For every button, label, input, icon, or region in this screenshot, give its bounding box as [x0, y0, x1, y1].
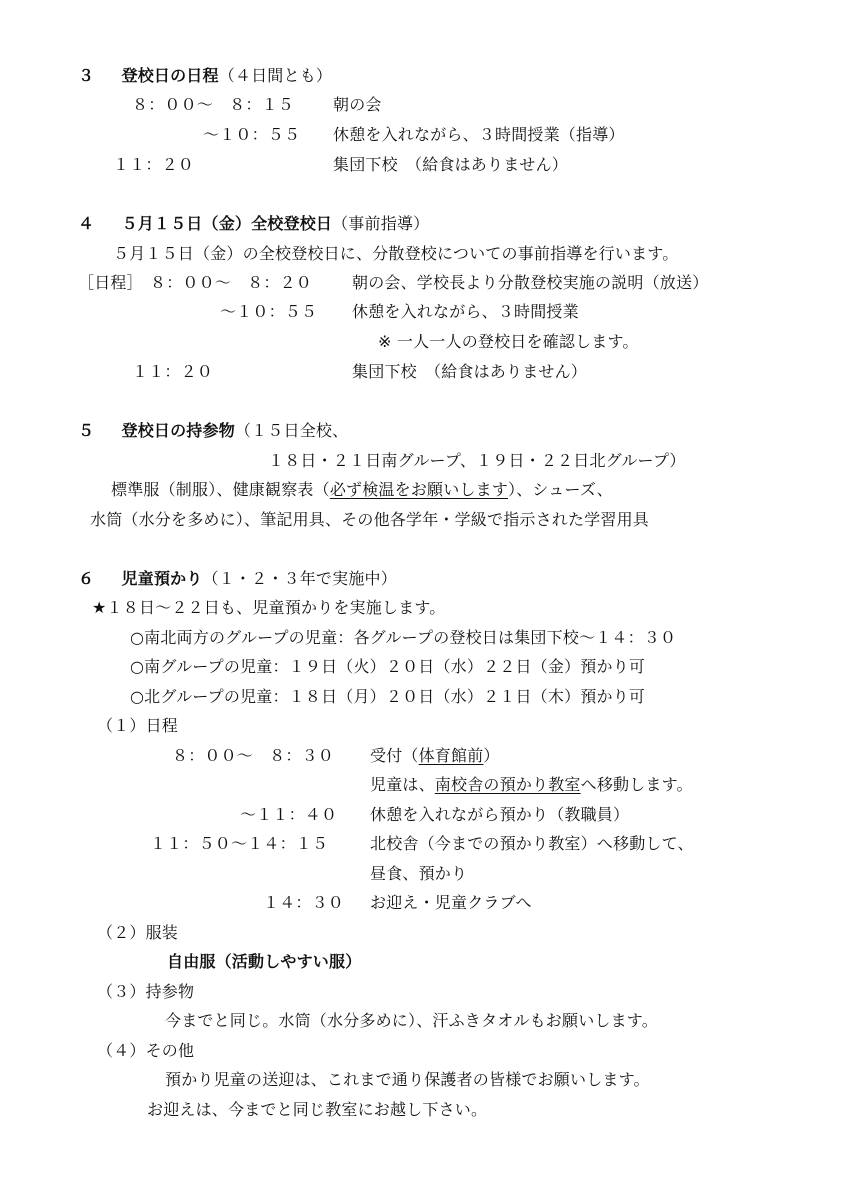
s6-group-both: ○南北両方のグループの児童：各グループの登校日は集団下校～１４：３０ [130, 628, 677, 647]
s5-items-1a: 標準服（制服）、健康観察表（ [111, 480, 330, 499]
s6-desc-2: 休憩を入れながら預かり（教職員） [370, 805, 630, 824]
s3-desc-2: 休憩を入れながら、３時間授業（指導） [333, 125, 625, 144]
s6-desc-1c-underlined: 南校舎の預かり教室 [434, 775, 581, 794]
section-3-heading [78, 66, 332, 86]
s6-desc-1c-post: へ移動します。 [580, 775, 693, 794]
s4-note-2: ※ 一人一人の登校日を確認します。 [378, 332, 639, 351]
s4-time-1: ８：００～ ８：２０ [150, 273, 313, 292]
s3-time-2: ～１０：５５ [203, 125, 301, 144]
s6-other-2: お迎えは、今までと同じ教室にお越し下さい。 [147, 1100, 488, 1119]
section-4-title: ５月１５日（金）全校登校日 [121, 214, 333, 233]
section-6-heading [78, 569, 397, 589]
s6-time-2: ～１１：４０ [240, 805, 338, 824]
s6-other-1: 預かり児童の送迎は、これまで通り保護者の皆様でお願いします。 [165, 1070, 650, 1089]
s6-time-4: １４：３０ [263, 893, 345, 912]
s5-items-1b: ）、シューズ、 [508, 480, 613, 499]
s4-time-2: ～１０：５５ [220, 302, 318, 321]
s6-clothes: 自由服（活動しやすい服） [167, 952, 362, 971]
s6-sub-items: （３）持参物 [97, 982, 195, 1001]
section-4-heading [78, 214, 429, 234]
s6-time-3: １１：５０～１４：１５ [150, 834, 329, 853]
s6-group-south: ○南グループの児童：１９日（火）２０日（水）２２日（金）預かり可 [130, 657, 646, 676]
s4-desc-2: 休憩を入れながら、３時間授業 [352, 302, 579, 321]
section-6-number: ６ [78, 569, 95, 588]
s4-desc-1: 朝の会、学校長より分散登校実施の説明（放送） [352, 273, 709, 292]
section-5-note-1: （１５日全校、 [234, 421, 349, 440]
s5-items-line-1 [111, 480, 613, 500]
s3-desc-1: 朝の会 [333, 95, 382, 114]
section-3-title: 登校日の日程 [121, 66, 219, 85]
s6-desc-4: お迎え・児童クラブへ [370, 893, 532, 912]
s6-sub-schedule: （１）日程 [97, 716, 179, 735]
section-3-note: （４日間とも） [218, 66, 333, 85]
s6-group-north: ○北グループの児童：１８日（月）２０日（水）２１日（木）預かり可 [130, 687, 646, 706]
s3-desc-3: 集団下校 （給食はありません） [333, 155, 569, 174]
s4-desc-3: 集団下校 （給食はありません） [352, 362, 588, 381]
s6-sub-clothes: （２）服装 [97, 923, 179, 942]
s6-time-1: ８：００～ ８：３０ [172, 746, 335, 765]
section-5-note-2: １８日・２１日南グループ、１９日・２２日北グループ） [268, 451, 686, 470]
s3-time-3: １１：２０ [113, 155, 195, 174]
section-4-number: ４ [78, 214, 95, 233]
s4-schedule-label: ［日程］ [78, 273, 143, 292]
section-6-note: （１・２・３年で実施中） [202, 569, 397, 588]
s6-desc-1b: ） [483, 746, 500, 765]
section-4-note: （事前指導） [332, 214, 430, 233]
section-3-number: ３ [78, 66, 95, 85]
s6-desc-1c [370, 775, 693, 795]
s6-items: 今までと同じ。水筒（水分多めに）、汗ふきタオルもお願いします。 [165, 1011, 658, 1030]
s3-time-1: ８：００～ ８：１５ [132, 95, 295, 114]
s6-star-line: ★１８日～２２日も、児童預かりを実施します。 [92, 598, 446, 617]
s6-desc-1c-pre: 児童は、 [370, 775, 435, 794]
s6-desc-3b: 昼食、預かり [370, 864, 468, 883]
s4-intro: ５月１５日（金）の全校登校日に、分散登校についての事前指導を行います。 [113, 244, 679, 263]
s6-desc-1 [370, 746, 500, 766]
section-6-title: 児童預かり [121, 569, 203, 588]
section-5-title: 登校日の持参物 [121, 421, 235, 440]
s4-time-3: １１：２０ [132, 362, 214, 381]
section-5-heading [78, 421, 348, 441]
section-5-number: ５ [78, 421, 95, 440]
s6-desc-1-underlined: 体育館前 [418, 746, 484, 765]
s6-sub-other: （４）その他 [97, 1041, 195, 1060]
s6-desc-3: 北校舎（今までの預かり教室）へ移動して、 [370, 834, 694, 853]
s5-items-line-2: 水筒（水分を多めに）、筆記用具、その他各学年・学級で指示された学習用具 [90, 510, 650, 529]
s6-desc-1a: 受付（ [370, 746, 419, 765]
s5-items-1-underlined: 必ず検温をお願いします [329, 480, 509, 499]
